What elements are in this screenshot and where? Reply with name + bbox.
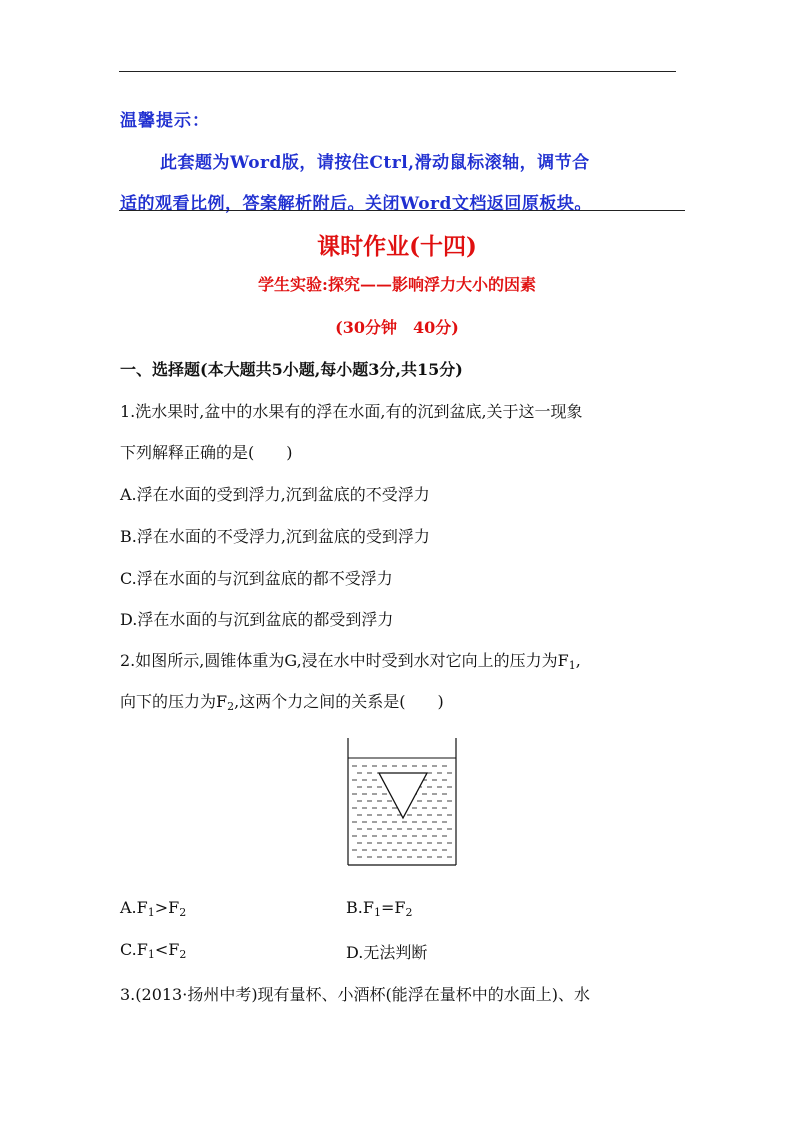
q2-stem-line1: 2.如图所示,圆锥体重为G,浸在水中时受到水对它向上的压力为$F_1$,	[120, 651, 581, 672]
page-title: 课时作业(十四)	[317, 233, 477, 260]
q2-option-d: D.无法判断	[346, 943, 428, 962]
q1-option-c: C.浮在水面的与沉到盆底的都不受浮力	[120, 569, 393, 588]
tip-line-1: 此套题为Word版，请按住Ctrl,滑动鼠标滚轴，调节合	[160, 153, 590, 173]
q2-option-a: $A.F_1>F_2$	[120, 898, 187, 919]
top-rule	[119, 71, 676, 72]
q1-stem-line1: 1.洗水果时,盆中的水果有的浮在水面,有的沉到盆底,关于这一现象	[120, 402, 583, 421]
q2-option-c: $C.F_1<F_2$	[120, 940, 187, 961]
q1-option-a: A.浮在水面的受到浮力,沉到盆底的不受浮力	[120, 485, 430, 504]
q1-option-b: B.浮在水面的不受浮力,沉到盆底的受到浮力	[120, 527, 430, 546]
q1-option-d: D.浮在水面的与沉到盆底的都受到浮力	[120, 610, 394, 629]
inverted-cone	[379, 773, 427, 818]
tip-line-2: 适的观看比例，答案解析附后。关闭Word文档返回原板块。	[120, 194, 592, 214]
tip-title: 温馨提示：	[120, 111, 210, 131]
section-heading: 一、选择题(本大题共5小题,每小题3分,共15分)	[120, 360, 463, 379]
page-subtitle: 学生实验:探究——影响浮力大小的因素	[258, 275, 536, 294]
q2-option-b: $B.F_1=F_2$	[346, 898, 413, 919]
cone-in-water-figure	[346, 738, 458, 868]
q2-stem-line2: 向下的压力为$F_2$,这两个力之间的关系是( )	[120, 692, 444, 713]
time-score: (30分钟 40分)	[335, 318, 459, 337]
q1-stem-line2: 下列解释正确的是( )	[120, 443, 293, 462]
q3-stem-line1: 3.(2013·扬州中考)现有量杯、小酒杯(能浮在量杯中的水面上)、水	[120, 985, 591, 1004]
tip-underline	[119, 210, 685, 211]
